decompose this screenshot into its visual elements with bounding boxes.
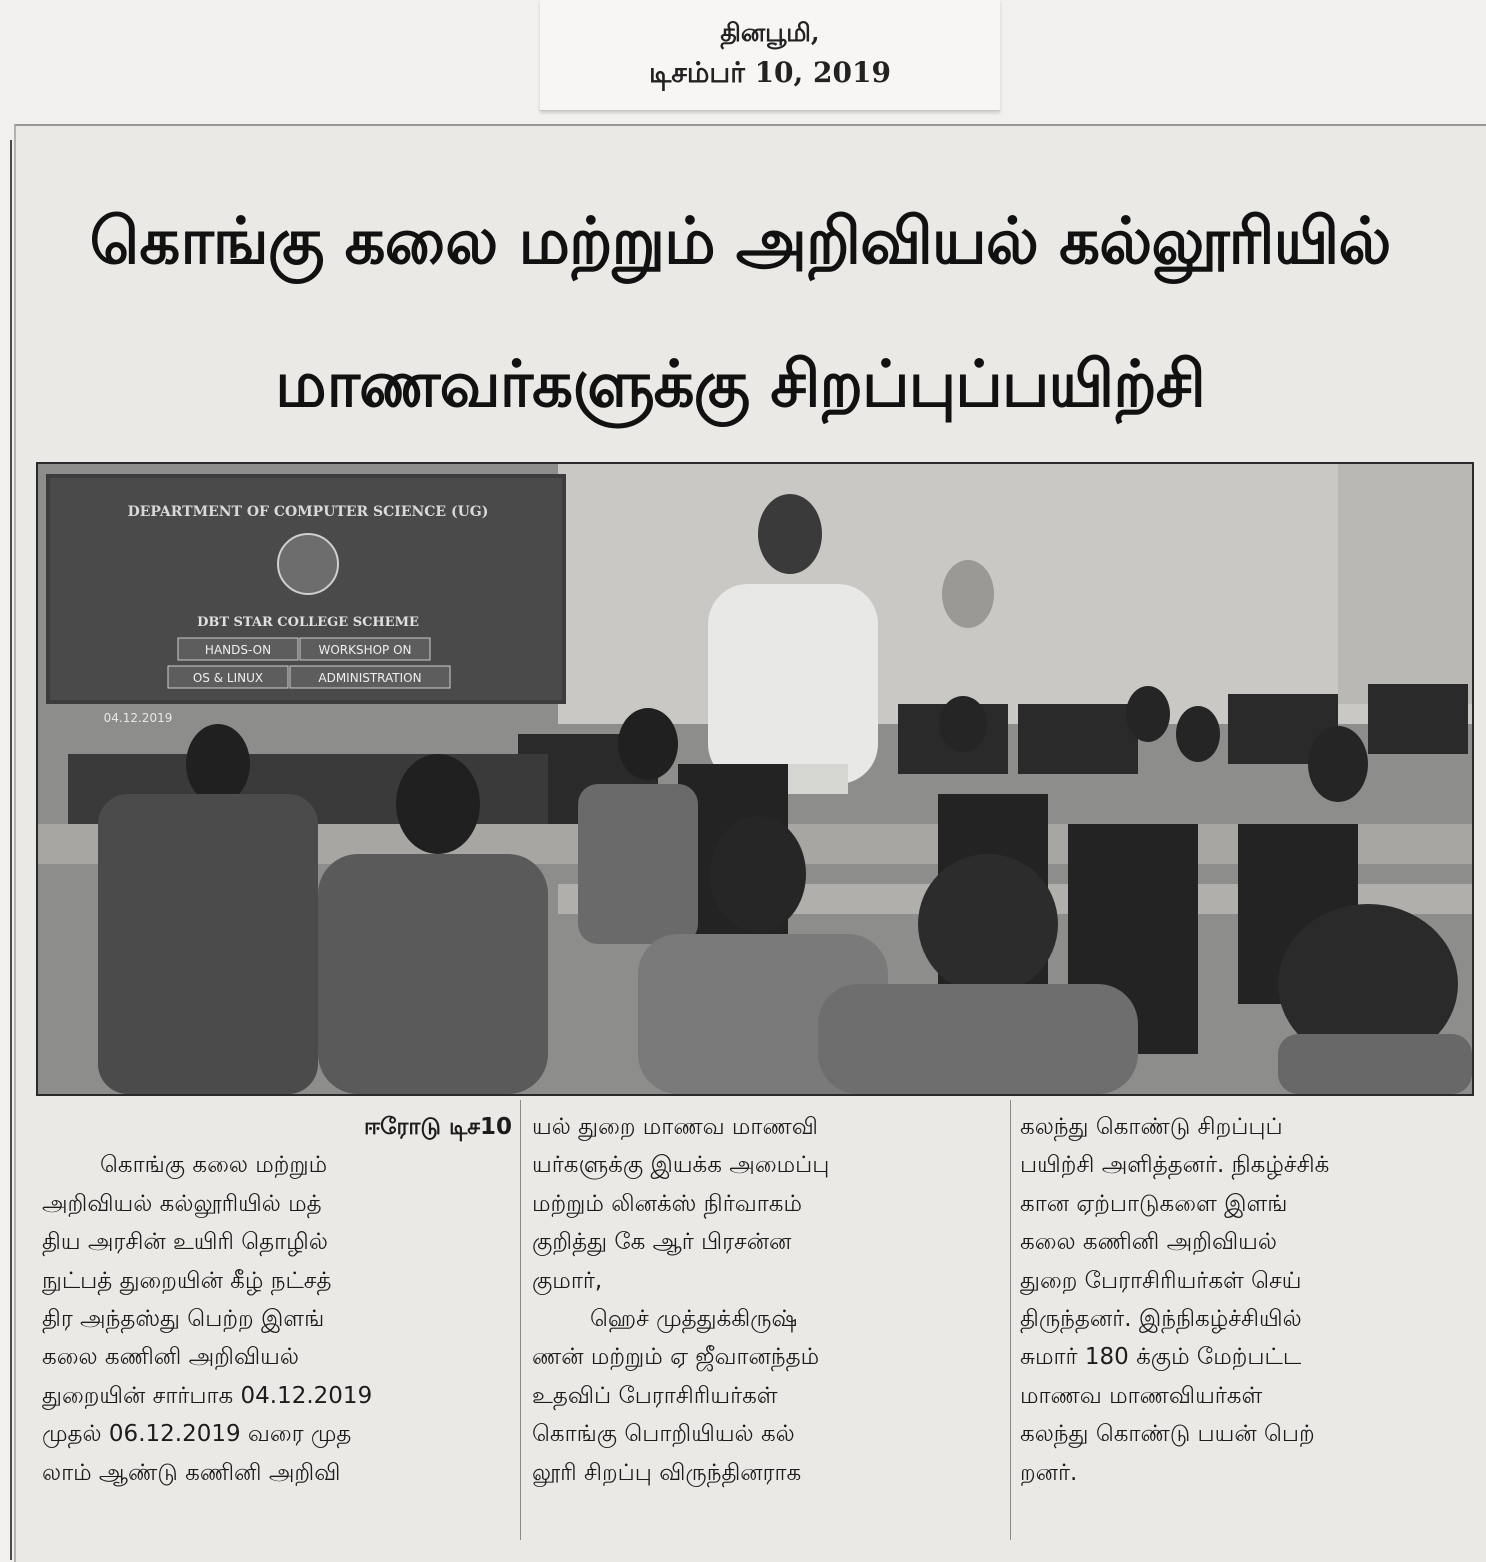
clipping-edge-rule xyxy=(10,140,12,1560)
article-line: அறிவியல் கல்லூரியில் மத் xyxy=(42,1190,322,1217)
article-line: முதல் 06.12.2019 வரை முத xyxy=(42,1421,352,1448)
article-line: கலந்து கொண்டு சிறப்புப் xyxy=(1020,1114,1283,1140)
article-line: கலை கணினி அறிவியல் xyxy=(42,1344,299,1371)
article-dateline: ஈரோடு டிச10 xyxy=(363,1114,512,1140)
article-line: திர அந்தஸ்து பெற்ற இளங் xyxy=(42,1305,325,1332)
banner-workshop-b: WORKSHOP ON xyxy=(318,643,412,657)
article-line: மற்றும் லினக்ஸ் நிர்வாகம் xyxy=(532,1190,802,1217)
article-column-2 xyxy=(532,1108,1002,1492)
photo-illustration xyxy=(38,464,1472,1094)
article-line: குறித்து கே ஆர் பிரசன்ன xyxy=(532,1229,792,1256)
article-line: கலந்து கொண்டு பயன் பெற் xyxy=(1020,1421,1315,1448)
article-line: உதவிப் பேராசிரியர்கள் xyxy=(532,1382,778,1409)
headline-line-2: மாணவர்களுக்கு சிறப்புப்பயிற்சி xyxy=(275,348,1205,422)
banner-title: DEPARTMENT OF COMPUTER SCIENCE (UG) xyxy=(127,504,489,520)
newspaper-name: தினபூமி, xyxy=(720,18,820,47)
article-line: குமார், xyxy=(532,1267,603,1294)
article-line: ஹெச் முத்துக்கிருஷ் xyxy=(590,1305,798,1332)
article-line: திருந்தனர். இந்நிகழ்ச்சியில் xyxy=(1020,1305,1302,1332)
article-line: லூரி சிறப்பு விருந்தினராக xyxy=(532,1459,802,1486)
emblem-icon xyxy=(278,534,338,594)
article-line: துறையின் சார்பாக 04.12.2019 xyxy=(42,1382,373,1409)
article-line: கலை கணினி அறிவியல் xyxy=(1020,1229,1277,1256)
article-column-3 xyxy=(1020,1108,1460,1492)
article-line: லாம் ஆண்டு கணினி அறிவி xyxy=(42,1459,341,1486)
workshop-banner xyxy=(46,474,566,725)
article-line: கொங்கு பொறியியல் கல் xyxy=(532,1421,795,1448)
publication-date: டிசம்பர் 10, 2019 xyxy=(649,56,891,89)
masthead-box xyxy=(540,0,1000,111)
wall-emblem-icon xyxy=(942,560,994,628)
article-line: நுட்பத் துறையின் கீழ் நட்சத் xyxy=(42,1267,332,1294)
banner-workshop-a: HANDS-ON xyxy=(204,643,272,657)
article-line: கொங்கு கலை மற்றும் xyxy=(100,1152,328,1179)
banner-date: 04.12.2019 xyxy=(103,711,173,725)
article-line: ணன் மற்றும் ஏ ஜீவானந்தம் xyxy=(532,1344,820,1371)
article-line: றனர். xyxy=(1020,1459,1078,1486)
article-line: சுமார் 180 க்கும் மேற்பட்ட xyxy=(1020,1344,1302,1371)
article-column-1 xyxy=(42,1108,512,1492)
banner-topic-b: ADMINISTRATION xyxy=(318,671,422,685)
article-line: திய அரசின் உயிரி தொழில் xyxy=(42,1229,328,1256)
column-divider xyxy=(1010,1100,1011,1540)
article-line: யர்களுக்கு இயக்க அமைப்பு xyxy=(532,1152,830,1179)
article-line: கான ஏற்பாடுகளை இளங் xyxy=(1020,1190,1288,1217)
article-line: பயிற்சி அளித்தனர். நிகழ்ச்சிக் xyxy=(1020,1152,1330,1179)
headline-line-1: கொங்கு கலை மற்றும் அறிவியல் கல்லூரியில் xyxy=(89,205,1391,279)
article-line: யல் துறை மாணவ மாணவி xyxy=(532,1114,818,1140)
column-divider xyxy=(520,1100,521,1540)
article-line: துறை பேராசிரியர்கள் செய் xyxy=(1020,1267,1302,1294)
news-photo xyxy=(36,462,1474,1096)
banner-scheme: DBT STAR COLLEGE SCHEME xyxy=(197,615,419,630)
banner-topic-a: OS & LINUX xyxy=(192,671,264,685)
article-line: மாணவ மாணவியர்கள் xyxy=(1020,1382,1263,1409)
